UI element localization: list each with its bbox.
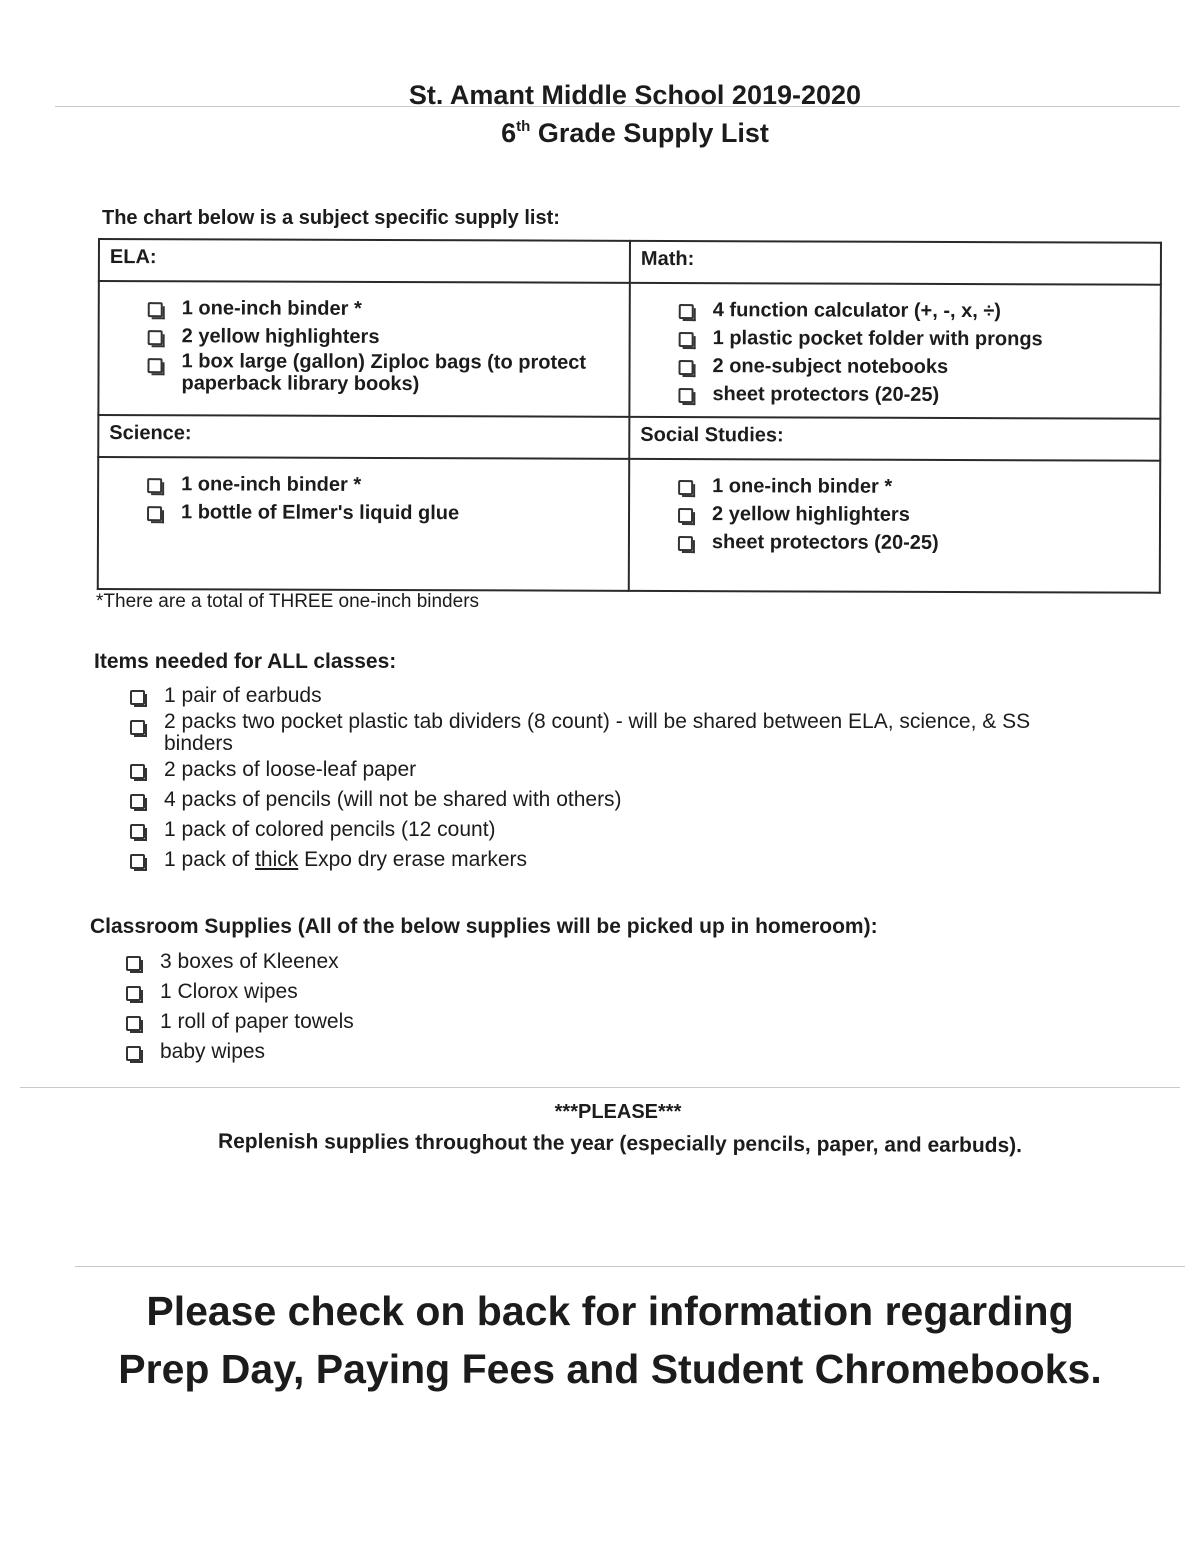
checkbox-icon[interactable] xyxy=(148,358,163,373)
science-header: Science: xyxy=(98,415,629,459)
list-item: 1 one-inch binder * xyxy=(676,472,1159,502)
social-studies-items xyxy=(629,459,1160,593)
list-item: 2 yellow highlighters xyxy=(676,500,1159,530)
checkbox-icon[interactable] xyxy=(678,388,693,403)
checkbox-icon[interactable] xyxy=(148,330,163,345)
list-item: baby wipes xyxy=(124,1037,354,1067)
list-item: 1 Clorox wipes xyxy=(124,977,354,1007)
underlined-word: thick xyxy=(255,848,299,871)
list-item: 1 pack of thick Expo dry erase markers xyxy=(128,845,1158,875)
grade-number: 6 xyxy=(501,118,517,148)
scan-artifact-line xyxy=(75,1266,1185,1267)
checkbox-icon[interactable] xyxy=(679,360,694,375)
list-item: 3 boxes of Kleenex xyxy=(124,947,354,977)
please-banner: ***PLEASE*** xyxy=(554,1101,682,1123)
checkbox-icon[interactable] xyxy=(126,986,141,1001)
ela-items xyxy=(98,281,629,417)
notice-line-1: Please check on back for information regarding xyxy=(146,1288,1074,1334)
science-items xyxy=(98,457,629,591)
list-item: 2 one-subject notebooks xyxy=(677,352,1160,382)
checkbox-icon[interactable] xyxy=(130,764,145,779)
list-item: 4 packs of pencils (will not be shared with others) xyxy=(128,785,1158,815)
list-item: 2 yellow highlighters xyxy=(146,322,629,352)
checkbox-icon[interactable] xyxy=(130,824,145,839)
checkbox-icon[interactable] xyxy=(130,720,145,735)
grade-suffix: th xyxy=(516,118,531,135)
checkbox-icon[interactable] xyxy=(126,1046,141,1061)
chart-intro: The chart below is a subject specific supply list: xyxy=(102,207,560,229)
checkbox-icon[interactable] xyxy=(130,854,145,869)
checkbox-icon[interactable] xyxy=(130,794,145,809)
notice-line-2: Prep Day, Paying Fees and Student Chromebooks. xyxy=(118,1346,1102,1392)
classroom-supplies-list xyxy=(124,947,354,1067)
scan-artifact-line xyxy=(20,1087,1180,1088)
checkbox-icon[interactable] xyxy=(679,304,694,319)
binder-footnote: *There are a total of THREE one-inch binders xyxy=(96,591,480,612)
list-title xyxy=(0,118,1200,149)
list-item: 1 roll of paper towels xyxy=(124,1007,354,1037)
list-item: 1 one-inch binder * xyxy=(145,470,628,500)
checkbox-icon[interactable] xyxy=(679,332,694,347)
all-classes-heading: Items needed for ALL classes: xyxy=(94,650,397,673)
checkbox-icon[interactable] xyxy=(147,478,162,493)
ela-header: ELA: xyxy=(99,239,630,283)
back-page-notice xyxy=(60,1282,1160,1398)
math-header: Math: xyxy=(630,241,1161,285)
list-item: 1 bottle of Elmer's liquid glue xyxy=(145,498,628,528)
school-title: St. Amant Middle School 2019-2020 xyxy=(408,80,862,110)
math-items xyxy=(629,283,1160,419)
list-item: sheet protectors (20-25) xyxy=(676,528,1159,558)
list-item: 2 packs of loose-leaf paper xyxy=(128,755,1158,785)
list-item: 4 function calculator (+, -, x, ÷) xyxy=(677,296,1160,326)
checkbox-icon[interactable] xyxy=(678,508,693,523)
checkbox-icon[interactable] xyxy=(148,302,163,317)
list-item: 1 pack of colored pencils (12 count) xyxy=(128,815,1158,845)
social-studies-header: Social Studies: xyxy=(629,417,1160,461)
list-title-text: Grade Supply List xyxy=(530,118,769,148)
checkbox-icon[interactable] xyxy=(126,1016,141,1031)
list-item: sheet protectors (20-25) xyxy=(676,380,1159,410)
list-item: 1 one-inch binder * xyxy=(146,294,629,324)
checkbox-icon[interactable] xyxy=(130,690,145,705)
checkbox-icon[interactable] xyxy=(147,506,162,521)
checkbox-icon[interactable] xyxy=(126,956,141,971)
classroom-supplies-heading: Classroom Supplies (All of the below supplies will be picked up in homeroom): xyxy=(90,915,878,938)
checkbox-icon[interactable] xyxy=(678,536,693,551)
checkbox-icon[interactable] xyxy=(678,480,693,495)
subject-supply-table xyxy=(97,238,1162,594)
list-item: 2 packs two pocket plastic tab dividers (8 count) - will be shared between ELA, science, & SS binders xyxy=(128,711,1158,755)
list-item: 1 plastic pocket folder with prongs xyxy=(677,324,1160,354)
list-item: 1 pair of earbuds xyxy=(128,681,1158,711)
all-classes-list xyxy=(128,681,1158,875)
list-item: 1 box large (gallon) Ziploc bags (to protect paperback library books) xyxy=(145,350,628,396)
replenish-note: Replenish supplies throughout the year (especially pencils, paper, and earbuds). xyxy=(217,1129,1023,1158)
